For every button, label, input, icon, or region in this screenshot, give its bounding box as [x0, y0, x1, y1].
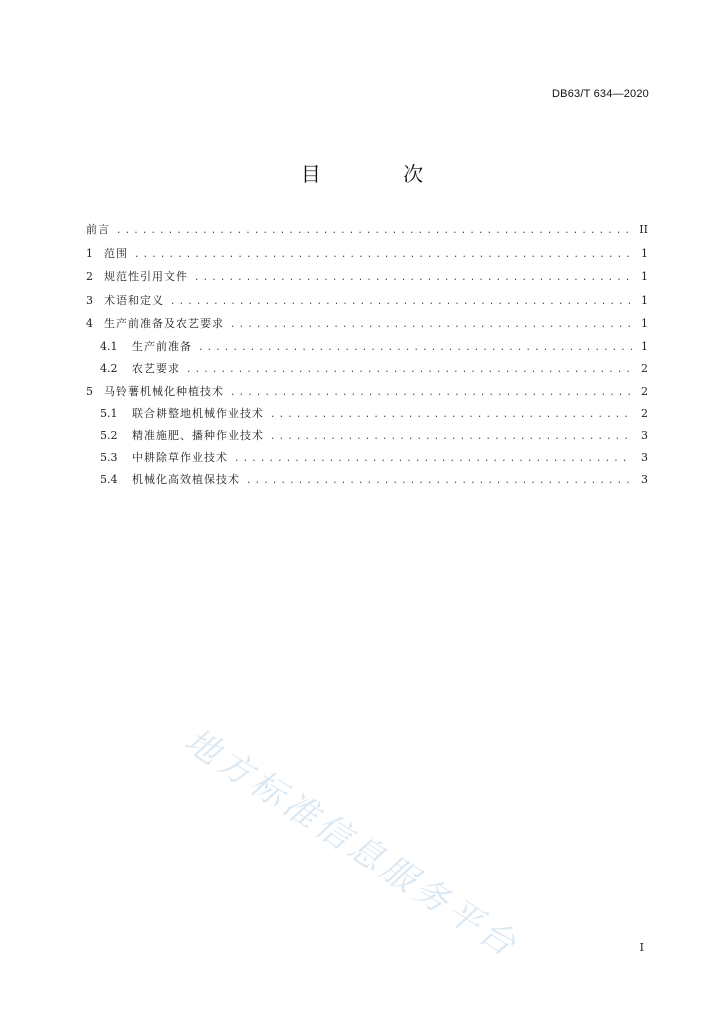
toc-entry[interactable]	[86, 425, 648, 447]
toc-entry-page: 2	[641, 361, 648, 375]
toc-entry[interactable]	[86, 289, 648, 313]
toc-entry-number: 5.3	[100, 451, 118, 464]
toc-dot-leader	[186, 359, 632, 381]
toc-entry-number: 5.1	[100, 407, 118, 420]
toc-entry-page: 2	[641, 407, 648, 420]
toc-entry-number: 3	[86, 293, 93, 307]
standard-code: DB63/T 634—2020	[552, 88, 649, 100]
toc-entry-page: 1	[641, 317, 648, 330]
toc-entry-page: II	[639, 223, 648, 236]
toc-entry-number: 2	[86, 270, 93, 283]
toc-entry-label: 术语和定义	[104, 293, 164, 307]
toc-entry[interactable]	[86, 469, 648, 491]
toc-entry[interactable]	[86, 312, 648, 336]
toc-dot-leader	[230, 314, 632, 338]
toc-dot-leader	[170, 291, 632, 315]
toc-entry-number: 4.2	[100, 361, 118, 375]
toc-dot-leader	[194, 267, 632, 291]
toc-entry-page: 3	[641, 429, 648, 442]
toc-entry[interactable]	[86, 218, 648, 242]
toc-dot-leader	[246, 470, 632, 492]
toc-entry[interactable]	[86, 265, 648, 289]
toc-dot-leader	[198, 337, 632, 359]
toc-entry-label: 农艺要求	[132, 361, 180, 375]
toc-dot-leader	[234, 448, 632, 470]
toc-entry-number: 5	[86, 384, 93, 398]
table-of-contents	[86, 218, 648, 491]
toc-entry-page: 1	[641, 270, 648, 283]
page-number: I	[639, 941, 644, 954]
toc-entry-number: 4	[86, 317, 93, 330]
toc-entry-page: 2	[641, 384, 648, 398]
toc-dot-leader	[230, 382, 632, 406]
toc-entry-label: 规范性引用文件	[104, 270, 188, 283]
watermark: 地方标准信息服务平台	[177, 720, 527, 967]
toc-entry-label: 前言	[86, 223, 110, 236]
toc-entry-label: 生产前准备及农艺要求	[104, 317, 224, 330]
toc-entry-number: 4.1	[100, 339, 118, 353]
toc-entry-number: 5.4	[100, 473, 118, 486]
toc-entry[interactable]	[86, 447, 648, 469]
toc-entry-label: 联合耕整地机械作业技术	[132, 407, 264, 420]
toc-entry[interactable]	[86, 380, 648, 404]
toc-entry-number: 5.2	[100, 429, 118, 442]
toc-dot-leader	[134, 244, 632, 268]
toc-entry-label: 机械化高效植保技术	[132, 473, 240, 486]
toc-entry-number: 1	[86, 246, 93, 260]
toc-entry-label: 范围	[104, 246, 128, 260]
toc-entry-label: 中耕除草作业技术	[132, 451, 228, 464]
toc-entry-page: 3	[641, 451, 648, 464]
toc-dot-leader	[116, 220, 632, 244]
toc-entry-page: 1	[641, 339, 648, 353]
toc-entry-label: 精准施肥、播种作业技术	[132, 429, 264, 442]
toc-entry-label: 马铃薯机械化种植技术	[104, 384, 224, 398]
toc-entry[interactable]	[86, 242, 648, 266]
toc-entry-page: 1	[641, 246, 648, 260]
toc-dot-leader	[270, 404, 632, 426]
toc-dot-leader	[270, 426, 632, 448]
toc-entry-page: 1	[641, 293, 648, 307]
toc-entry-label: 生产前准备	[132, 339, 192, 353]
toc-entry-page: 3	[641, 473, 648, 486]
toc-entry[interactable]	[86, 336, 648, 358]
toc-entry[interactable]	[86, 403, 648, 425]
toc-entry[interactable]	[86, 358, 648, 380]
page-title: 目 次	[300, 162, 462, 186]
